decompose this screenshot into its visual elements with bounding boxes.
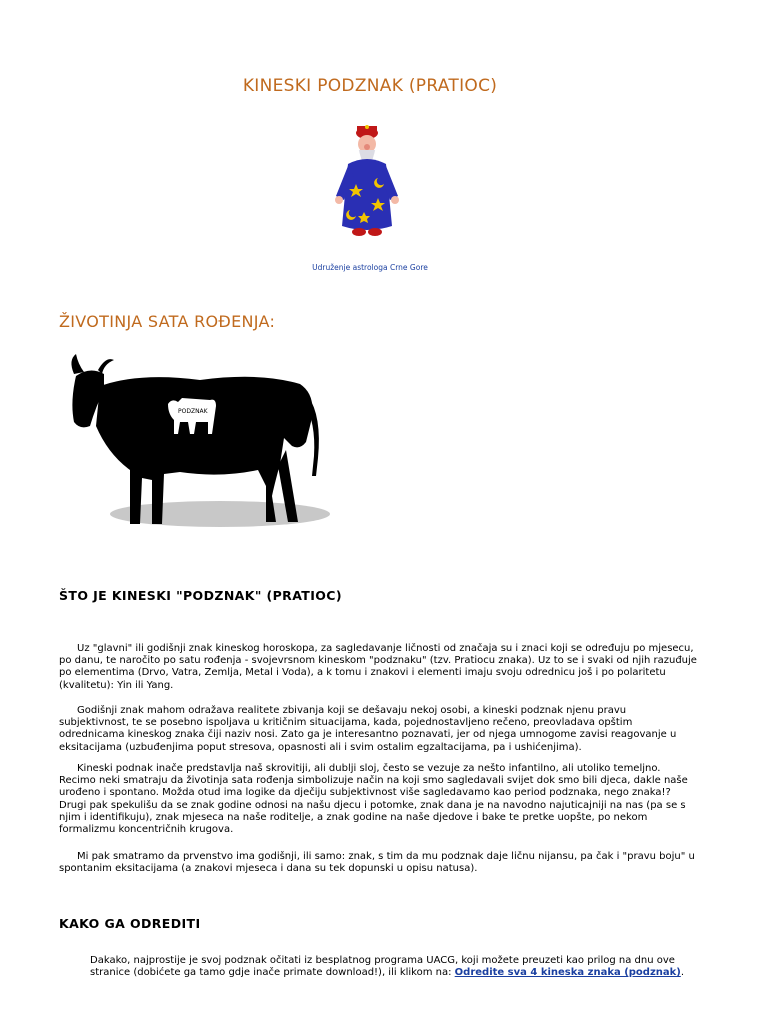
- how-paragraph: Dakako, najprostije je svoj podznak očitati iz besplatnog programa UACG, koji možete preuzeti kao prilog na dnu ove stranice (dobićete ga tamo gdje inače primate download!), ili klikom na: Odredite sva 4 kineska znaka (podznak).: [90, 955, 685, 979]
- image-caption: Udruženje astrologa Crne Gore: [312, 263, 428, 272]
- paragraph: Kineski podnak inače predstavlja naš skrovitiji, ali dublji sloj, često se vezuje za nešto infantilno, ali utoliko temeljno. Recimo neki smatraju da životinja sata rođenja simbolizuje način na koji smo sagledavali svijet dok smo bili djeca, dakle naše urođeno i spontano. Možda otud ima logike da dječiju subjektivnost više sagledavamo kao period podznaka, nego znaka!? Drugi pak spekulišu da se znak godine odnosi na našu djecu i potomke, znak dana je na navodno najuticajniji na nas (pa se s njim i identifikuju), znak mjeseca na naše roditelje, a znak godine na naše djedove i bake te pretke uopšte, po nekom formalizmu koncentričnih krugova.: [59, 763, 688, 836]
- paragraph: Mi pak smatramo da prvenstvo ima godišnji, ili samo: znak, s tim da mu podznak daje ličnu nijansu, pa čak i "pravu boju" u spontanim eksitacijama (a znakovi mjeseca i dana su tek dopunski u opisu natusa).: [59, 851, 695, 875]
- what-section-heading: ŠTO JE KINESKI "PODZNAK" (PRATIOC): [59, 588, 342, 603]
- determine-signs-link[interactable]: Odredite sva 4 kineska znaka (podznak): [454, 967, 681, 979]
- animal-section-heading: ŽIVOTINJA SATA ROĐENJA:: [59, 312, 276, 331]
- page-title: KINESKI PODZNAK (PRATIOC): [242, 76, 498, 96]
- paragraph: Uz "glavni" ili godišnji znak kineskog horoskopa, za sagledavanje ličnosti od značaja su i znaci koji se određuju po mjesecu, po danu, te naročito po satu rođenja - svojevrsnom kineskom "podznaku" (tzv. Pratiocu znaka). Uz to se i svaki od njih razuđuje po elementima (Drvo, Vatra, Zemlja, Metal i Voda), a k tomu i znakovi i elementi imaju svoju odrednicu još i po polaritetu (kvalitetu): Yin ili Yang.: [59, 643, 697, 691]
- podznak-label: PODZNAK: [178, 408, 208, 415]
- ox-image: [60, 346, 330, 550]
- how-section-heading: KAKO GA ODREDITI: [59, 916, 201, 931]
- paragraph: Godišnji znak mahom odražava realitete zbivanja koji se dešavaju nekoj osobi, a kineski podznak njenu pravu subjektivnost, te se posebno ispoljava u kritičnim situacijama, kada, pojednostavljeno rečeno, preovladava opštim odrednicama kineskog znaka čiji naziv nosi. Zato ga je interesantno poznavati, jer od njega umnogome zavisi reagovanje u eksitacijama (uzbuđenjima poput stresova, opasnosti ali i svim ostalim egzaltacijama, pa i ushićenjima).: [59, 705, 677, 753]
- wizard-image: [328, 118, 406, 244]
